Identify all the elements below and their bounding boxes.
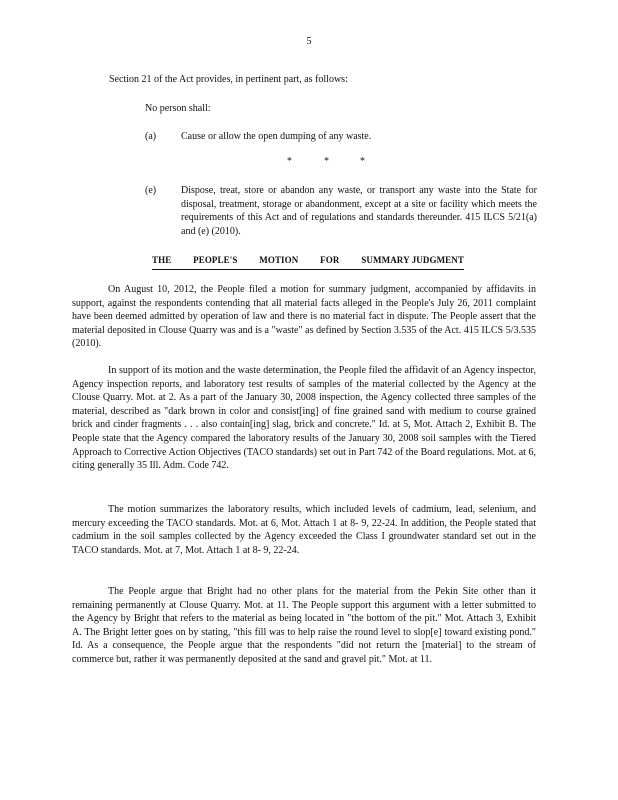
star-2: * [324,156,329,167]
heading-word: FOR [320,255,340,265]
section-heading [152,255,464,270]
heading-word: SUMMARY JUDGMENT [361,255,464,265]
star-3: * [360,156,365,167]
item-e-label: (e) [145,185,157,196]
intro-line: Section 21 of the Act provides, in pertinent part, as follows: [109,74,348,85]
item-a-text: Cause or allow the open dumping of any waste. [181,131,372,142]
paragraph-1: On August 10, 2012, the People filed a motion for summary judgment, accompanied by affidavits in support, against the respondents contending that all material facts alleged in the People's July 26, 2011 complaint have been deemed admitted by operation of law and there is no material fact in dispute. The People assert that the material deposited in Clouse Quarry was and is a "waste" as defined by Section 3.535 of the Act. 415 ILCS 5/3.535 (2010). [72,284,536,350]
heading-word: MOTION [259,255,299,265]
paragraph-3: The motion summarizes the laboratory results, which included levels of cadmium, lead, selenium, and mercury exceeding the TACO standards. Mot. at 6, Mot. Attach 1 at 8- 9, 22-24. In addition, the People stated that cadmium in the soil samples collected by the Agency exceeded the Class I groundwater standard set out in the TACO standards. Mot. at 7, Mot. Attach 1 at 8- 9, 22-24. [72,504,536,556]
heading-word: THE [152,255,172,265]
star-1: * [287,156,292,167]
heading-word: PEOPLE'S [193,255,238,265]
item-e-text: Dispose, treat, store or abandon any waste, or transport any waste into the State for disposal, treatment, storage or abandonment, except at a site or facility which meets the requirements of this Act and of regulations and standards thereunder. 415 ILCS 5/21(a) and (e) (2010). [181,185,537,237]
item-a-label: (a) [145,131,157,142]
paragraph-2: In support of its motion and the waste determination, the People filed the affidavit of an Agency inspector, Agency inspection reports, and laboratory test results of samples of the material collected by the Agency at the Clouse Quarry. Mot. at 2. As a part of the January 30, 2008 inspection, the Agency collected three samples of the material, described as "dark brown in color and consist[ing] of fine grained sand with medium to course grained brick and cinder fragments . . . also contain[ing] slag, brick and concrete." Id. at 5, Mot. Attach 2, Exhibit B. The People state that the Agency compared the laboratory results of the January 30, 2008 soil samples with the Tiered Approach to Corrective Action Objectives (TACO standards) set out in Part 742 of the Board regulations. Mot. at 6, citing generally 35 Ill. Adm. Code 742. [72,365,536,472]
no-person-line: No person shall: [145,103,211,114]
page-number: 5 [306,36,312,47]
paragraph-4: The People argue that Bright had no other plans for the material from the Pekin Site other than it remaining permanently at Clouse Quarry. Mot. at 11. The People support this argument with a letter submitted to the Agency by Bright that refers to the material as being located in "the bottom of the pit." Mot. Attach 3, Exhibit A. The Bright letter goes on by stating, "this fill was to help raise the round level to slop[e] toward existing pond." Id. As a consequence, the People argue that the respondents "did not return the [material] to the stream of commerce but, rather it was permanently deposited at the sand and gravel pit." Mot. at 11. [72,586,536,665]
